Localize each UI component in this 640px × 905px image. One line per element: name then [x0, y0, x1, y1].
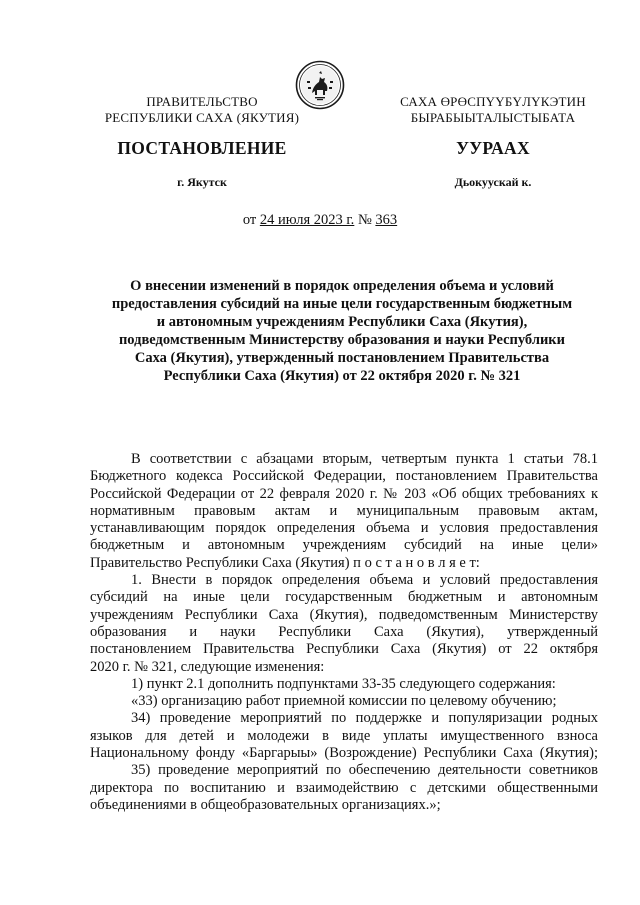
- body-line: постановлением Правительства Республики Саха (Якутия) от 22 октября: [90, 641, 598, 658]
- body-line: 1) пункт 2.1 дополнить подпунктами 33-35 следующего содержания:: [131, 675, 556, 692]
- title-line: и автономным учреждениям Республики Саха (Якутия),: [156, 314, 528, 330]
- body-line: Национальному фонду «Баргарыы» (Возрождение) Республики Саха (Якутия);: [90, 745, 598, 762]
- body-line: языков для детей и молодежи в виде уплаты имущественного взноса: [90, 727, 598, 744]
- body-line: 2020 г. № 321, следующие изменения:: [90, 658, 325, 675]
- org-line: САХА ӨРӨСПҮҮБҮЛҮКЭТИН: [400, 94, 586, 109]
- document-number: 363: [375, 212, 398, 228]
- doc-type-sakha: УУРААХ: [456, 138, 530, 158]
- body-line: образования и науки Республики Саха (Якутия), утвержденный: [90, 623, 598, 640]
- body-line: устанавливающим порядок определения объема и условия предоставления: [90, 520, 598, 537]
- body-line: 34) проведение мероприятий по поддержке и популяризации родных: [131, 710, 598, 727]
- title-line: предоставления субсидий на иные цели государственным бюджетным: [111, 296, 573, 312]
- city-russian: г. Якутск: [177, 175, 227, 189]
- date-prefix: от: [242, 212, 260, 228]
- body-line: Бюджетного кодекса Российской Федерации, постановлением Правительства: [90, 468, 598, 485]
- government-name-sakha: [378, 94, 608, 126]
- body-line: «33) организацию работ приемной комиссии по целевому обучению;: [131, 693, 557, 710]
- number-prefix: №: [354, 212, 376, 228]
- body-line: объединениями в общеобразовательных организациях.»;: [90, 796, 441, 813]
- document-body: [90, 451, 598, 814]
- body-line: бюджетным и автономным учреждениям субсидий на иные цели»: [90, 537, 598, 554]
- org-line: ПРАВИТЕЛЬСТВО: [146, 94, 258, 109]
- date-number-line: [0, 212, 640, 229]
- body-line: учреждениям Республики Саха (Якутия), подведомственным Министерству: [90, 606, 598, 623]
- document-date: 24 июля 2023 г.: [259, 212, 355, 228]
- body-line: Российской Федерации от 22 февраля 2020 г. № 203 «Об общих требованиях к: [90, 485, 598, 502]
- doc-type-russian: ПОСТАНОВЛЕНИЕ: [117, 138, 287, 158]
- org-line: БЫРАБЫЫТАЛЫСТЫБАТА: [410, 110, 576, 125]
- body-line: В соответствии с абзацами вторым, четвертым пункта 1 статьи 78.1: [131, 451, 598, 467]
- title-line: Республики Саха (Якутия) от 22 октября 2020 г. № 321: [163, 368, 521, 384]
- city-sakha: Дьокуускай к.: [454, 175, 532, 189]
- body-line: директора по воспитанию и взаимодействию с детскими общественными: [90, 779, 598, 796]
- body-line: 1. Внести в порядок определения объема и условий предоставления: [131, 572, 598, 589]
- document-title: [92, 277, 592, 385]
- body-line: субсидий на иные цели государственным бюджетным и автономным: [90, 589, 598, 606]
- title-line: О внесении изменений в порядок определения объема и условий: [130, 278, 554, 294]
- title-line: Саха (Якутия), утвержденный постановлением Правительства: [134, 350, 550, 366]
- org-line: РЕСПУБЛИКИ САХА (ЯКУТИЯ): [104, 110, 300, 125]
- title-line: подведомственным Министерству образования и науки Республики: [118, 332, 566, 348]
- body-line: Правительство Республики Саха (Якутия) п о с т а н о в л я е т:: [90, 554, 480, 571]
- government-name-russian: [92, 94, 312, 126]
- body-line: нормативным правовым актам и муниципальным правовым актам,: [90, 502, 598, 519]
- body-line: 35) проведение мероприятий по обеспечению деятельности советников: [131, 762, 598, 779]
